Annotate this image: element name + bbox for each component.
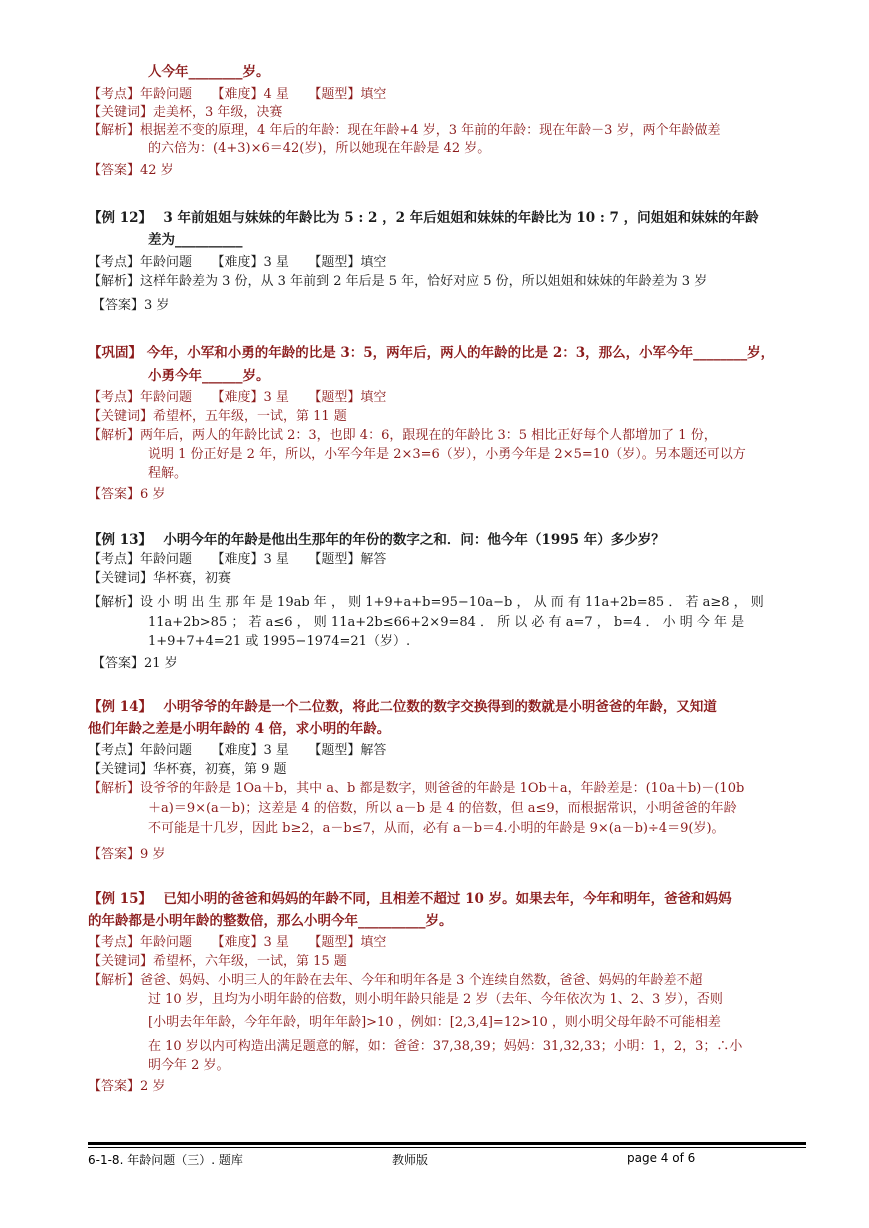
text-line-l23: 【解析】设 小 明 出 生 那 年 是 19ab 年 ， 则 1+9+a+b=95−10a−b ， 从 而 有 11a+2b=85 ． 若 a≥8 ， 则 — [88, 595, 764, 610]
text-line-l36: 的年龄都是小明年龄的整数倍，那么小明今年__________岁。 — [88, 913, 453, 929]
footer-rule-thin — [88, 1147, 806, 1148]
text-line-l44: 【答案】2 岁 — [88, 1079, 166, 1094]
text-line-l10: 【解析】这样年龄差为 3 份，从 3 年前到 2 年后是 5 年，恰好对应 5 份，所以姐姐和妹妹的年龄差为 3 岁 — [88, 274, 708, 289]
text-line-l7: 【例 12】 3 年前姐姐与妹妹的年龄比为 5 : 2 ，2 年后姐姐和妹妹的年龄比为 10 : 7 ，问姐姐和妹妹的年龄 — [88, 210, 759, 226]
footer-page-number: page 4 of 6 — [627, 1151, 696, 1165]
text-line-l6: 【答案】42 岁 — [88, 163, 174, 178]
text-line-l41: [小明去年年龄，今年年龄，明年年龄]>10 ，例如：[2,3,4]=12>10 ，则小明父母年龄不可能相差 — [148, 1015, 721, 1030]
text-line-l15: 【关键词】希望杯，五年级，一试，第 11 题 — [88, 409, 347, 424]
text-line-l30: 【关键词】华杯赛，初赛，第 9 题 — [88, 762, 287, 777]
text-line-l24: 11a+2b>85 ； 若 a≤6 ， 则 11a+2b≤66+2×9=84 ． 所 以 必 有 a=7 ， b=4 ． 小 明 今 年 是 — [148, 615, 745, 630]
text-line-l8: 差为__________ — [148, 232, 243, 248]
text-line-l12: 【巩固】 今年，小军和小勇的年龄的比是 3：5，两年后，两人的年龄的比是 2：3，那么，小军今年________岁， — [88, 345, 775, 361]
text-line-l9: 【考点】年龄问题 【难度】3 星 【题型】填空 — [88, 255, 387, 270]
text-line-l3: 【关键词】走美杯，3 年级，决赛 — [88, 105, 283, 120]
text-line-l19: 【答案】6 岁 — [88, 487, 166, 502]
text-line-l22: 【关键词】华杯赛，初赛 — [88, 571, 232, 586]
text-line-l11: 【答案】3 岁 — [92, 298, 170, 313]
text-line-l29: 【考点】年龄问题 【难度】3 星 【题型】解答 — [88, 743, 387, 758]
text-line-l34: 【答案】9 岁 — [88, 847, 166, 862]
text-line-l5: 的六倍为：(4+3)×6＝42(岁)，所以她现在年龄是 42 岁。 — [148, 141, 491, 156]
text-line-l13: 小勇今年______岁。 — [148, 368, 270, 384]
footer-rule-thick — [88, 1142, 806, 1145]
text-line-l43: 明今年 2 岁。 — [148, 1058, 230, 1073]
text-line-l32: ＋a)＝9×(a－b)；这差是 4 的倍数，所以 a－b 是 4 的倍数，但 a≤9，而根据常识，小明爸爸的年龄 — [148, 801, 737, 816]
footer-title: 6-1-8. 年龄问题（三）. 题库 — [88, 1153, 243, 1167]
text-line-l21: 【考点】年龄问题 【难度】3 星 【题型】解答 — [88, 552, 387, 567]
text-line-l42: 在 10 岁以内可构造出满足题意的解，如：爸爸：37,38,39；妈妈：31,32,33；小明：1，2，3；∴小 — [148, 1039, 743, 1054]
text-line-l20: 【例 13】 小明今年的年龄是他出生那年的年份的数字之和．问：他今年（1995 年）多少岁？ — [88, 532, 665, 548]
text-line-l39: 【解析】爸爸、妈妈、小明三人的年龄在去年、今年和明年各是 3 个连续自然数，爸爸、妈妈的年龄差不超 — [88, 973, 703, 988]
text-line-l31: 【解析】设爷爷的年龄是 1Oa＋b，其中 a、b 都是数字，则爸爸的年龄是 1Ob＋a，年龄差是：(10a＋b)－(10b — [88, 781, 745, 796]
text-line-l17: 说明 1 份正好是 2 年，所以，小军今年是 2×3=6（岁），小勇今年是 2×5=10（岁）。另本题还可以方 — [148, 447, 746, 462]
text-line-l14: 【考点】年龄问题 【难度】3 星 【题型】填空 — [88, 390, 387, 405]
text-line-l18: 程解。 — [148, 466, 188, 481]
text-line-l40: 过 10 岁，且均为小明年龄的倍数，则小明年龄只能是 2 岁（去年、今年依次为 1、2、3 岁），否则 — [148, 992, 723, 1007]
text-line-l28: 他们年龄之差是小明年龄的 4 倍，求小明的年龄。 — [88, 721, 391, 737]
text-line-l25: 1+9+7+4=21 或 1995−1974=21（岁）. — [148, 634, 411, 649]
text-line-l37: 【考点】年龄问题 【难度】3 星 【题型】填空 — [88, 935, 387, 950]
text-line-l26: 【答案】21 岁 — [92, 656, 178, 671]
text-line-l1: 人今年________岁。 — [148, 64, 270, 80]
text-line-l35: 【例 15】 已知小明的爸爸和妈妈的年龄不同，且相差不超过 10 岁。如果去年，今年和明年，爸爸和妈妈 — [88, 891, 732, 907]
text-line-l27: 【例 14】 小明爷爷的年龄是一个二位数，将此二位数的数字交换得到的数就是小明爸爸的年龄，又知道 — [88, 699, 717, 715]
text-line-l38: 【关键词】希望杯，六年级，一试，第 15 题 — [88, 954, 347, 969]
text-line-l16: 【解析】两年后，两人的年龄比试 2：3，也即 4：6，跟现在的年龄比 3：5 相比正好每个人都增加了 1 份， — [88, 428, 717, 443]
text-line-l33: 不可能是十几岁，因此 b≥2，a－b≤7，从而，必有 a－b＝4.小明的年龄是 9×(a－b)÷4＝9(岁)。 — [148, 821, 725, 836]
footer-edition: 教师版 — [392, 1153, 429, 1167]
text-line-l2: 【考点】年龄问题 【难度】4 星 【题型】填空 — [88, 87, 387, 102]
text-line-l4: 【解析】根据差不变的原理，4 年后的年龄：现在年龄+4 岁，3 年前的年龄：现在年龄－3 岁，两个年龄做差 — [88, 123, 721, 138]
